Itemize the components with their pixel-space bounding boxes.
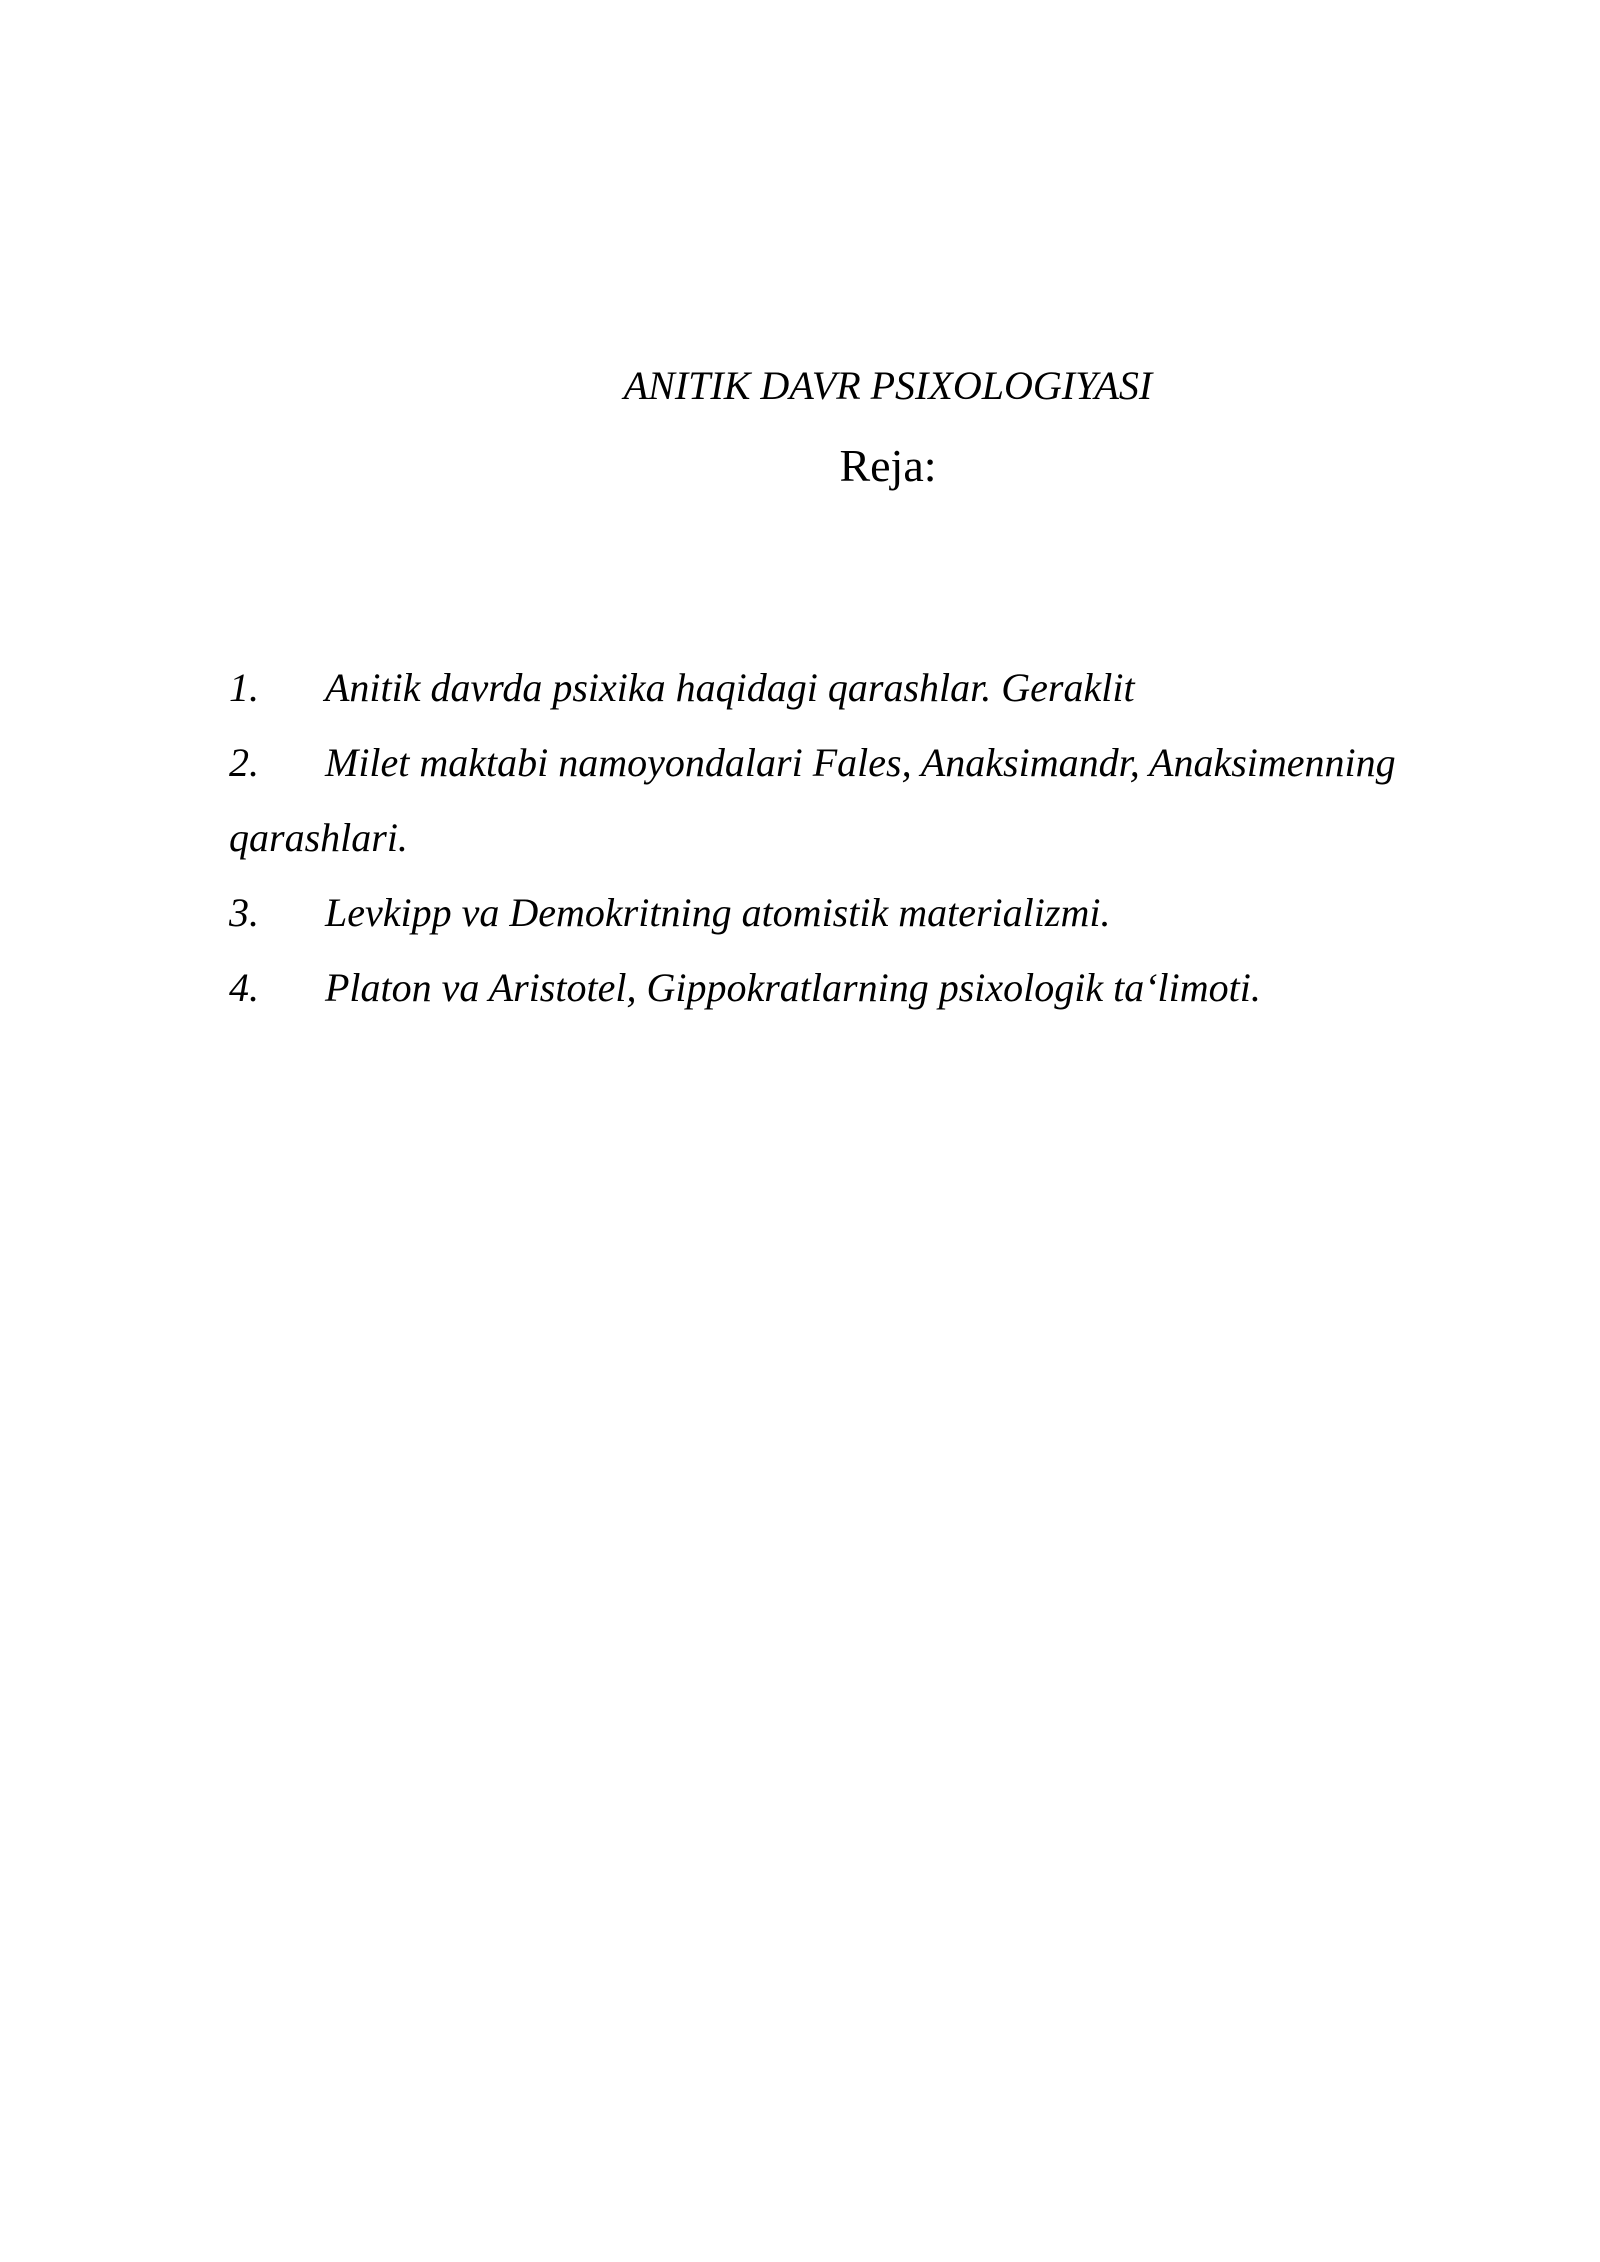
plan-item-number: 4. [229, 965, 259, 1010]
plan-item [229, 875, 1511, 950]
plan-item [229, 650, 1511, 725]
plan-item-text: Anitik davrda psixika haqidagi qarashlar. Geraklit [325, 665, 1135, 710]
document-title: ANITIK DAVR PSIXOLOGIYASI [623, 363, 1153, 408]
plan-item-text: Milet maktabi namoyondalari Fales, Anaksimandr, Anaksimenning qarashlari. [229, 740, 1396, 860]
plan-list [229, 650, 1511, 1025]
plan-heading: Reja: [839, 440, 937, 491]
plan-item [229, 725, 1511, 875]
plan-item-number: 3. [229, 890, 259, 935]
plan-item-number: 1. [229, 665, 259, 710]
plan-item-number: 2. [229, 740, 259, 785]
plan-item [229, 950, 1511, 1025]
plan-item-text: Platon va Aristotel, Gippokratlarning psixologik ta‘limoti. [325, 965, 1261, 1010]
plan-item-text: Levkipp va Demokritning atomistik materializmi. [325, 890, 1111, 935]
